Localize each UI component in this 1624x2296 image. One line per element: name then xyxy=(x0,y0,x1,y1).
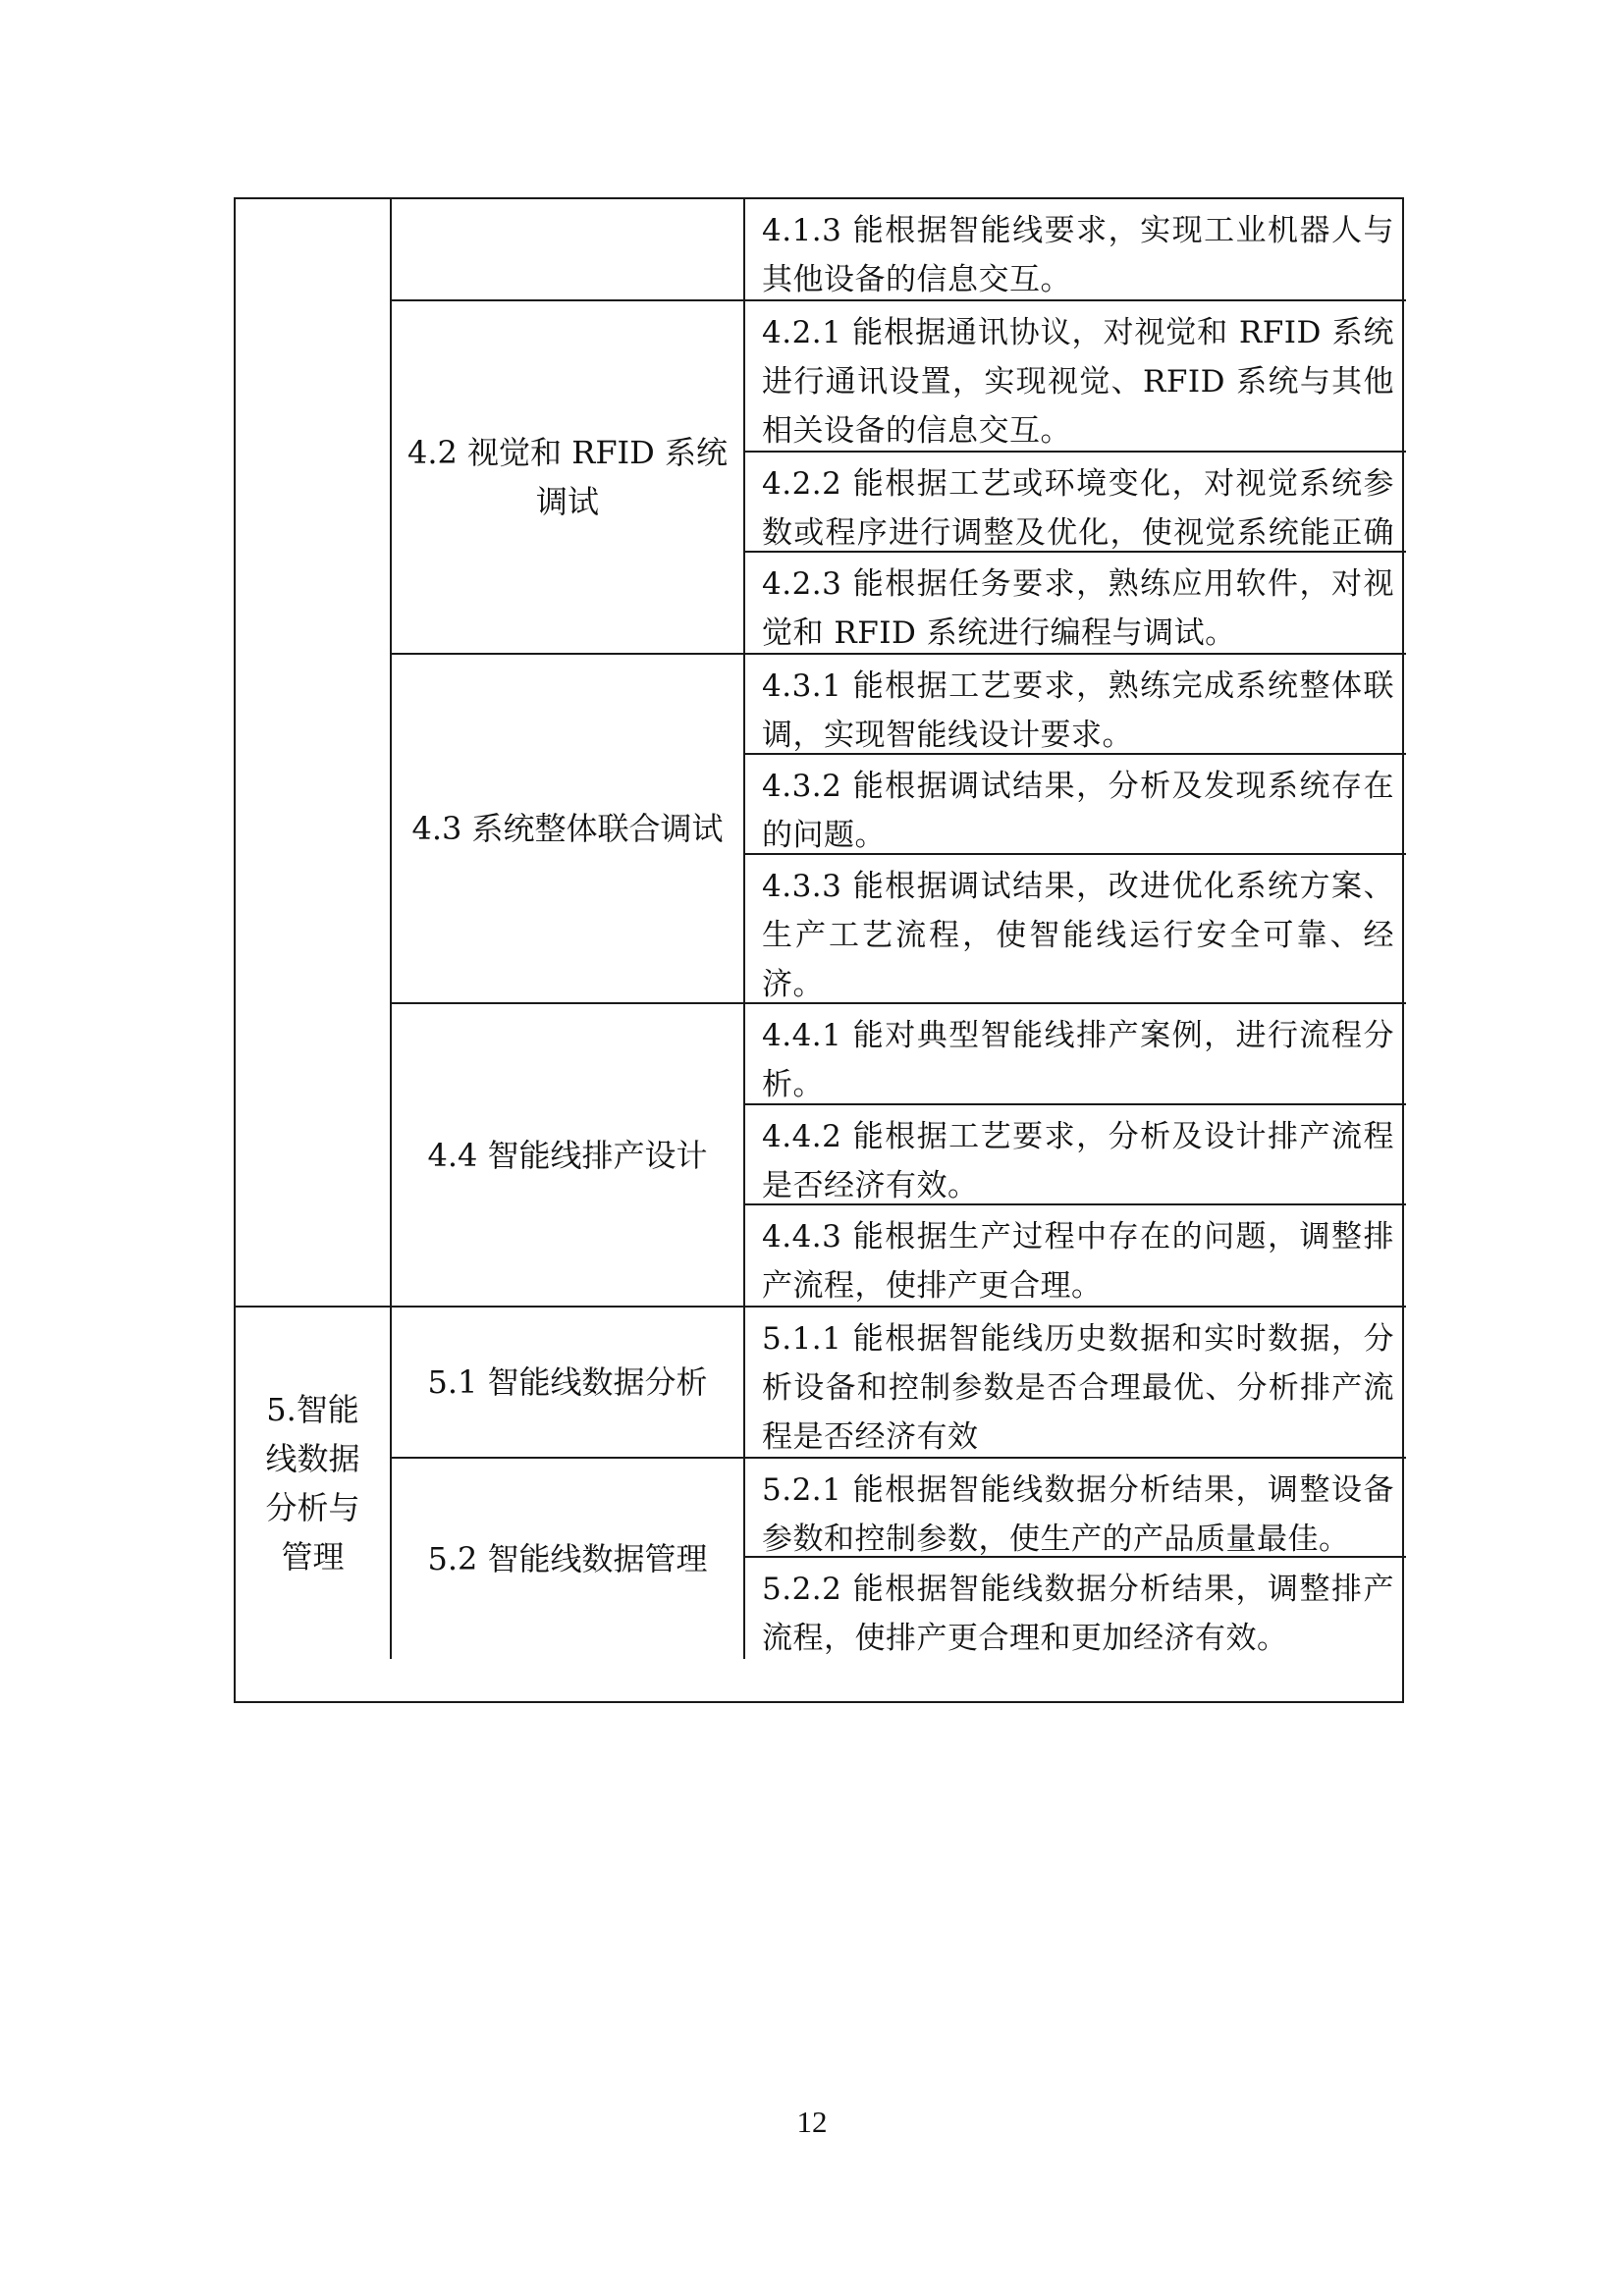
requirement-cell: 4.4.3 能根据生产过程中存在的问题，调整排产流程，使排产更合理。 xyxy=(745,1205,1406,1308)
requirement-cell: 4.2.3 能根据任务要求，熟练应用软件，对视觉和 RFID 系统进行编程与调试。 xyxy=(745,553,1406,655)
requirement-cell: 5.2.2 能根据智能线数据分析结果，调整排产流程，使排产更合理和更加经济有效。 xyxy=(762,1572,1394,1656)
item-label: 5.2 智能线数据管理 xyxy=(427,1540,708,1577)
requirement-cell: 4.4.2 能根据工艺要求，分析及设计排产流程是否经济有效。 xyxy=(745,1105,1406,1205)
item-label: 4.2 视觉和 RFID 系统调试 xyxy=(406,434,728,520)
item-cell-5-1 xyxy=(392,1308,745,1459)
item-cell-4-2 xyxy=(392,301,745,655)
requirement-cell: 4.4.1 能对典型智能线排产案例，进行流程分析。 xyxy=(745,1004,1406,1105)
domain-cell-5 xyxy=(236,1308,392,1659)
item-label: 4.3 系统整体联合调试 xyxy=(411,810,724,847)
requirement-cell: 5.2.1 能根据智能线数据分析结果，调整设备参数和控制参数，使生产的产品质量最佳。 xyxy=(745,1459,1406,1558)
domain-label: 5.智能线数据分析与管理 xyxy=(265,1391,360,1575)
item-label: 4.4 智能线排产设计 xyxy=(427,1136,708,1174)
competency-table xyxy=(234,197,1404,1703)
requirement-cell: 4.2.2 能根据工艺或环境变化，对视觉系统参数或程序进行调整及优化，使视觉系统能正确 xyxy=(745,453,1406,553)
item-cell-5-2 xyxy=(392,1459,745,1659)
item-cell-4-3 xyxy=(392,655,745,1004)
requirement-cell: 5.1.1 能根据智能线历史数据和实时数据，分析设备和控制参数是否合理最优、分析排产流程是否经济有效 xyxy=(745,1308,1406,1459)
requirement-cell: 4.1.3 能根据智能线要求，实现工业机器人与其他设备的信息交互。 xyxy=(745,199,1406,301)
item-cell-4-1-continued xyxy=(392,199,745,301)
item-cell-4-4 xyxy=(392,1004,745,1308)
domain-cell-continued xyxy=(236,199,392,1308)
requirement-cell: 4.3.3 能根据调试结果，改进优化系统方案、生产工艺流程，使智能线运行安全可靠、经济。 xyxy=(745,855,1406,1004)
requirement-cell: 4.2.1 能根据通讯协议，对视觉和 RFID 系统进行通讯设置，实现视觉、RFID 系统与其他相关设备的信息交互。 xyxy=(745,301,1406,453)
requirement-cell: 4.3.2 能根据调试结果，分析及发现系统存在的问题。 xyxy=(745,755,1406,855)
page-number: 12 xyxy=(796,2105,828,2139)
item-label: 5.1 智能线数据分析 xyxy=(427,1363,708,1401)
requirement-cell: 4.3.1 能根据工艺要求，熟练完成系统整体联调，实现智能线设计要求。 xyxy=(745,655,1406,755)
